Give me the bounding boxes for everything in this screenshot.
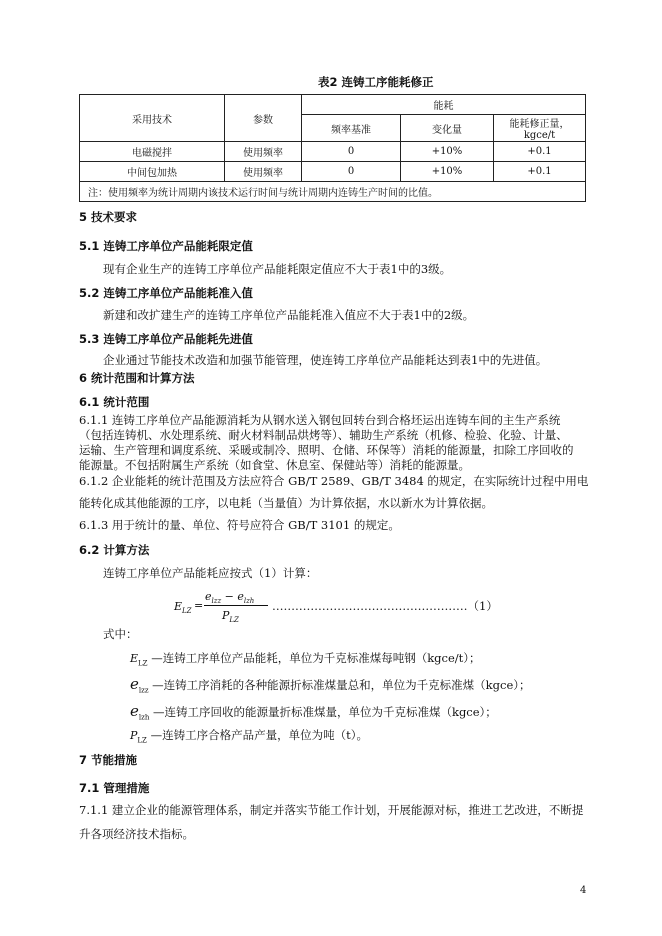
symbol-e-lzz: e	[130, 675, 139, 693]
section-5-heading: 5 技术要求	[79, 210, 138, 224]
definition-text: —连铸工序单位产品能耗，单位为千克标准煤每吨钢（kgce/t）；	[151, 651, 481, 665]
formula-fraction-bar	[204, 605, 268, 606]
symbol-e-lz-sub: LZ	[138, 659, 148, 668]
where-label: 式中：	[103, 627, 138, 641]
formula-equals: =	[194, 599, 204, 612]
formula-denominator	[222, 609, 239, 624]
formula-lhs	[174, 600, 192, 615]
section-5-3-text: 企业通过节能技术改造和加强节能管理，使连铸工序单位产品能耗达到表1中的先进值。	[103, 353, 548, 367]
table-note: 注：使用频率为统计周期内该技术运行时间与统计周期内连铸生产时间的比值。	[80, 182, 586, 202]
formula-num-a-sub: lzz	[211, 597, 222, 606]
section-7-heading: 7 节能措施	[79, 753, 138, 767]
cell-tech: 电磁搅拌	[80, 142, 225, 162]
symbol-e-lzz-sub: lzz	[138, 686, 149, 695]
para-6-1-1-line2: （包括连铸机、水处理系统、耐火材料制品烘烤等）、辅助生产系统（机修、检验、化验、计量、	[79, 428, 568, 442]
section-5-2-text: 新建和改扩建生产的连铸工序单位产品能耗准入值应不大于表1中的2级。	[103, 308, 475, 322]
para-6-1-1-line4: 能源量。不包括附属生产系统（如食堂、休息室、保健站等）消耗的能源量。	[79, 458, 470, 472]
formula-den-symbol: P	[222, 609, 230, 622]
symbol-e-lz: E	[130, 652, 139, 665]
para-6-1-1-line1: 6.1.1 连铸工序单位产品能源消耗为从钢水送入钢包回转台到合格坯运出连铸车间的主生产系统	[79, 413, 561, 427]
header-param: 参数	[225, 95, 302, 142]
para-6-2: 连铸工序单位产品能耗应按式（1）计算：	[103, 566, 318, 580]
symbol-e-lzh: e	[130, 702, 139, 720]
cell-correction: +0.1	[494, 142, 586, 162]
formula-den-sub: LZ	[229, 616, 239, 625]
section-5-2-heading: 5.2 连铸工序单位产品能耗准入值	[79, 286, 253, 300]
energy-correction-table	[79, 94, 586, 202]
table-row	[80, 142, 586, 162]
table-note-row	[80, 182, 586, 202]
table-row	[80, 162, 586, 182]
formula-num-b-sub: lzh	[243, 597, 255, 606]
header-base: 频率基准	[302, 115, 401, 142]
formula-dots-number: ……………………………………………（1）	[272, 599, 498, 613]
para-6-1-2-line2: 能转化成其他能源的工序，以电耗（当量值）为计算依据，水以新水为计算依据。	[79, 496, 493, 510]
para-6-1-2-line1: 6.1.2 企业能耗的统计范围及方法应符合 GB/T 2589、GB/T 3484 的规定，在实际统计过程中用电	[79, 474, 589, 488]
formula-numerator	[205, 590, 254, 605]
section-6-2-heading: 6.2 计算方法	[79, 543, 150, 557]
para-7-1-1-line1: 7.1.1 建立企业的能源管理体系，制定并落实节能工作计划，开展能源对标，推进工艺改进，不断提	[79, 803, 584, 817]
symbol-p-lz-sub: LZ	[137, 736, 147, 745]
definition-text: —连铸工序消耗的各种能源折标准煤量总和，单位为千克标准煤（kgce）；	[152, 678, 531, 692]
header-correction: 能耗修正量，kgce/t	[494, 115, 586, 142]
symbol-e-lzh-sub: lzh	[138, 713, 150, 722]
definition-e-lz	[130, 650, 481, 667]
section-6-1-heading: 6.1 统计范围	[79, 395, 150, 409]
para-7-1-1-line2: 升各项经济技术指标。	[79, 827, 194, 841]
cell-param: 使用频率	[225, 142, 302, 162]
definition-text: —连铸工序回收的能源量折标准煤量，单位为千克标准煤（kgce）；	[152, 705, 497, 719]
section-5-1-text: 现有企业生产的连铸工序单位产品能耗限定值应不大于表1中的3级。	[103, 262, 452, 276]
definition-e-lzh	[130, 702, 497, 721]
page-number: 4	[580, 885, 587, 896]
cell-param: 使用频率	[225, 162, 302, 182]
formula-lhs-sub: LZ	[182, 607, 192, 616]
section-5-1-heading: 5.1 连铸工序单位产品能耗限定值	[79, 239, 253, 253]
section-6-heading: 6 统计范围和计算方法	[79, 371, 195, 385]
definition-p-lz	[130, 727, 368, 744]
header-energy: 能耗	[302, 95, 586, 115]
table-header-row	[80, 95, 586, 115]
formula-lhs-symbol: E	[174, 600, 183, 613]
cell-base: 0	[302, 142, 401, 162]
section-7-1-heading: 7.1 管理措施	[79, 781, 150, 795]
section-5-3-heading: 5.3 连铸工序单位产品能耗先进值	[79, 332, 253, 346]
para-6-1-3: 6.1.3 用于统计的量、单位、符号应符合 GB/T 3101 的规定。	[79, 518, 400, 532]
symbol-p-lz: P	[130, 729, 138, 742]
definition-text: —连铸工序合格产品产量，单位为吨（t）。	[150, 728, 368, 742]
formula-num-b: e	[237, 590, 244, 603]
cell-change: +10%	[401, 162, 494, 182]
cell-base: 0	[302, 162, 401, 182]
cell-change: +10%	[401, 142, 494, 162]
cell-tech: 中间包加热	[80, 162, 225, 182]
header-change: 变化量	[401, 115, 494, 142]
header-tech: 采用技术	[80, 95, 225, 142]
formula-num-a: e	[205, 590, 212, 603]
cell-correction: +0.1	[494, 162, 586, 182]
para-6-1-1-line3: 运输、生产管理和调度系统、采暖或制冷、照明、仓储、环保等）消耗的能源量，扣除工序回收的	[79, 443, 574, 457]
formula-minus: −	[224, 590, 234, 603]
table-title: 表2 连铸工序能耗修正	[318, 75, 434, 89]
definition-e-lzz	[130, 675, 531, 694]
